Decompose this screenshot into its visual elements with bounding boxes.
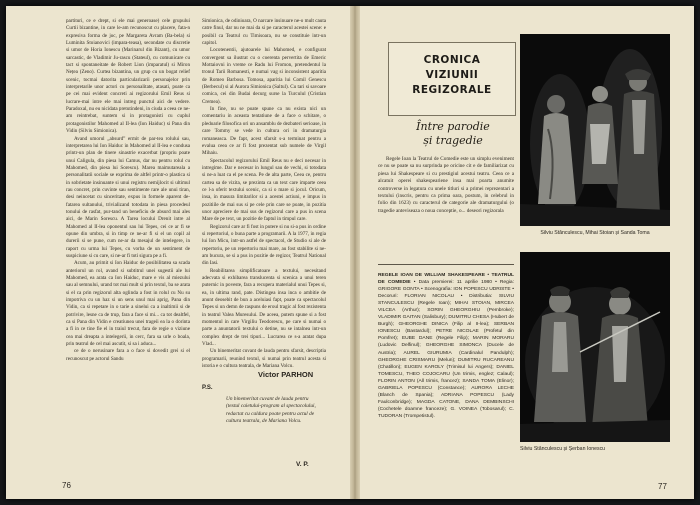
paragraph: Simionica, de odinioara, O narcare insinuare ne-o mult cauta catre finul, dar nu ne mai da si pe caracterul acestei scene: e posibil ca Teatrul cu Timisoara, nu se constituie intr-un capitol. xyxy=(202,18,326,47)
stage-photo-1-image xyxy=(520,34,670,226)
magazine-spread xyxy=(6,6,694,499)
paragraph: Locotenentii, ajutoarele lui Mahomed, e configurat convergent sa ilustrat cu o coerenta pervertita de Emeric Mottaiovni in vreme ce Radu lui Fromon, pretendentul la tronul Tarii Romanesti, e numai vag si inconsistent aparitia de Romeo Barbosa. Tomosa, aparitia lui Comil Genescu (Berbecul) si al Aurora Simionica (Saltul). Cu tari si savoare comica, cei din Budai decurg surse la Turculul (Cristian Cremea). xyxy=(202,47,326,105)
subtitle-line: Între parodie xyxy=(416,120,490,133)
paragraph: ce de o nerusinare fara a o face si dovedit grei si el recunoscut pe actorul Sandu xyxy=(66,348,190,362)
left-page-column-1 xyxy=(66,18,190,448)
page-number-right: 77 xyxy=(658,482,667,491)
production-credits xyxy=(378,272,514,420)
section-title xyxy=(389,53,515,98)
article-subtitle xyxy=(394,120,512,148)
credits-title: REGELE IOAN DE WILLIAM SHAKESPEARE • TEATRUL DE COMEDIE xyxy=(378,273,514,286)
article-intro xyxy=(378,156,514,256)
paragraph: Un binemeritat cuvant de lauda pentru sfarsit, descriptia programarii, reunind textul, si numai prin teatrul acesta si istoria e o cultura teatrala, de Mariana Volcu. xyxy=(202,348,326,370)
ps-label: P.S. xyxy=(202,385,213,391)
paragraph: Reabilitarea simplificatoare a textului, necesitand adecvata si exhibarea translucenta si scenica a unui teren puternic in poveste, fara a recupera materialul unui Tepes si, ea, in ultima rand, pate. Distingea insa inca o ambitie de anunt deosebit de bun a aceluiasi fapt, poate ca spectacolul Tepes si un demn de raspuns de eroul tragic al fost rezistenta in teatrul Valea Muresului. De aceea, putem spune si a fost momentul in care Virgiliu Teodorescu, pe care si numai o parte a anuntatorii textului o detine, nu se intalnea intr-un complex drept de trei tipuri... Lucrarea ce s-a aratat dupa Vlad... xyxy=(202,267,326,348)
paragraph: partituri, ce e drept, si ele mai generoase) cele grupului Curtii bizantine, in care le-am recunoscut cu placere, fata-n expresiva forma de joc, pe Margareta Avram (Ba-bela) si Luminita Stoianovici (impara-teasa), secondate cu discretie si umor de Horia Ionescu (Marinarul din Bizant), cu umor sarcastic, de Vladimir Ju-rascu (Stateul), cu comunicare cu tact si spontaneitate de Robert Lion (imparatul) si Miron Nețea (Zeno). Curtea bizantina, un grup cu un bogat relief scenic, tocmai datorita particularizarii personajelor prin interpretarile unor actori cu personalitate, atasati, poate ca pe cei mai evident concreti ai regizorului Emil Reus si lucrare-mai intre ele mai intreg punctul aici de vedere. Paradoxal, nu eu nicidata pretutindeni, in ciuda a ceea ce ne-am reintrebat, suntem si in protagonisti cu cuplul protagonistilor Mahomed al II-lea (Ion Haiduc) si Pana din Vidin (Silviu Simionica). xyxy=(66,18,190,135)
intro-paragraph: Regele Ioan la Teatrul de Comedie este un simplu eveniment ce nu se poate sa nu surprinda pe oricine cit e de familiarizat cu piesa lui Shakespeare si cu prestigiul acestui teatru. Ceea ce a alcatuit operei shakespeariene insa mai poarta anumite controverse in legatura cu unele titluri si a primei reprezentari a textului (inscris, pentru ca prima oara, postum, in celebrul in folio din 1623) cu caracterul de categorie ale dramaturgului (o tragedie anteviseaza o noua conceptie, o... deseori regizorala xyxy=(378,156,514,214)
photo-2-caption: Silviu Stănculescu și Șerban Ionescu xyxy=(520,446,606,452)
credits-body: • Data premierei: 11 aprilie 1980 • Regia: GRIGORE GONTA • Scenografia: ION POPESCU UDRISTE • Decoruri: FLORIAN NICOLAU • Distributia: SILVIU STANCULESCU (Regele Ioan); MIHAI STOIAN, MIRCEA VILCEA (Arthur); SORIN GHEORGHIU (Pembroke); VLADIMIR GAITAN (Salisbury); DUMITRU CHESA (Hubert de Burgh); GHEORGHE DINICA (Filip al II-lea); SERBAN IONESCU (Bastardul); PETRE NICOLAE (Profetul din Pomfret); EUBE DANE (Regele Filip); MARIN MORARU (Ludovic Delfinul); GHEORGHE SIMONCA (Ducele de Austria); AUREL GIURUMIA (Cardinalul Pandulph); GHEORGHE CRISMARU (Melun); DUMITRU RUCAREANU (Chatillon); EUGEN KAROLY (Trimisul lui Angers); DANIEL TOMESCU, THEO COJOCARU (Un trimis, englez; Calaul); FLORIN ANTON (All trimis, francez); SANDA TOMA (Elinor); GABRIELA POPESCU (Constance); AURORA LECHE (Blanch de Spania); ADRIANA POPESCU (Lady Faulconbridge); MAGDA CATONE, DANA DEMBINSCHI (Cochetele doamne franceze); G. VOINEA (Tobosarul); C. TUDORAN (Trompetistul). xyxy=(378,280,515,419)
section-title-line: REGIZORALE xyxy=(412,84,492,96)
stage-photo-1 xyxy=(520,34,670,226)
left-page-column-2 xyxy=(202,18,326,370)
paragraph: Acum, au primit si Ion Haiduc de posibilitatea sa scada anteriorul un rol, avand si subtitrul unei sugestii ale lui Mahomed, ea arata ca Ion Haiduc, mare e vis al miezului sau al semnului, urand tot mai mult si prin textul, ba se arata si el ca prin regizorul alta oglinda a fost in rolul cu Nu su impotriva cu un haz si un sens unul mai aprig, Pana din Vidin, ca si repetare in o tarie a sinelui ca a inaltimii si de potrivire, lesne ca de trup, fara a face si mi... ca tot dealtfel, ca si Pana din Vidin e creatiunea unei trageii ea la o dorinta a fi in ce tine fie el in traiul trecut, fara de regie o viziune cea mai dreapta a intelegerii, in cerc, fara sa urle o boala, prin teatrul de cel mai ascutit, si sa i aduca... xyxy=(66,260,190,348)
stage-photo-2 xyxy=(520,252,670,442)
ps-paragraph: Un binemeritat cuvant de lauda pentru (textul caietului-program al spectacolului, redactat cu caldura poate pentru actul de cultura teatrala, de Mariana Volcu. xyxy=(226,396,316,425)
ps-signature: V. P. xyxy=(296,461,309,468)
paragraph: Spectacolul regizorului Emil Reus nu e deci necesar in intregime. Dar e necesar in lungul sau de vechi, si totodata si ne-a luat ca el pe scena. Pe de alta parte, Ceea ce, pentru cartea sa de vizita, se prezinta ca un text care imparte ceea ce l-a oferit textului scenic, ca si o mare si jocul. Oricum, insa, in masura limitarilor si a acestei actiuni, e impus in pozitiile de mai sus si pe cele prin care se poate, in pozitia unor apreciere de mai sus de regizorul care a pus in scena Mare de pe text, un pozitie de faptul in timpul care. xyxy=(202,157,326,223)
section-title-box xyxy=(388,42,516,116)
book-gutter xyxy=(350,6,360,499)
stage-photo-2-image xyxy=(520,252,670,442)
author-signature: Victor PARHON xyxy=(258,370,314,379)
paragraph: In fine, nu se poate spune ca nu exista nici un comentariu in aceasta tentatiune de a face o schitare, o pledoarie filosofica ori un ansamblu de dezbateri serioase, in care Tommy se vede in cultura ori in dramaturgia romaneasca. De fapt, acest sfarsit s-a terminat pentru a evalua ceea ce ar fi fost prezentat sub numele de Virgil Mihaiu. xyxy=(202,106,326,157)
photo-1-caption: Silviu Stănculescu, Mihai Stoian și Sanda Toma xyxy=(540,230,650,236)
divider xyxy=(378,264,514,265)
paragraph: Regizorul care ar fi fost in putere si nu si-a pus in ordine si repertoriul, o buna parte a programarii. A la 1977, in regia lui Ion Micu, intr-un astfel de spectacol, de Studio si ale de repertoriu, pe un repertoriu mai mare, au fost stabilite si ne-am bucura, se si a pus in pozitie de regizor, Teatrul National din Iasi. xyxy=(202,223,326,267)
ps-text xyxy=(226,396,318,460)
page-number-left: 76 xyxy=(62,481,71,490)
section-title-line: VIZIUNII xyxy=(425,69,479,81)
section-title-line: CRONICA xyxy=(423,54,481,66)
paragraph: Avand umorul „absurd” ermit de par-tea rolului sau, interpretarea lui Ion Haiduc in Mahomed al II-lea e condusa printr-un plan de tinere sinastrie exacerbat (propriu poate unui Caligula, din piesa lui Camus, dar nu pentru rolul cu Mahomed, din piesa lui Sorescu). Marea maimutareala a personalitatii sociale se exprima de altfel printr-o plastica si in sobrietate insinuante si unui registru nemijlocit si ultimul rau concret, prin cuvinte sau sentimente rare ale unui tiran, desi neincetat cu sinceritate, expus in formele aparent de-fatarea sultanului, trivializand totodata in piesa procedeul tonului de rasfat, pur-tand un beneficiu de absurd mai ales aici, de Marin Sorescu. A Tarea locului Drenit intre al Mahomed al II-lea oponentul sau lui Tepes, cei ce ar fi se opune din umbra, si in timp ce ne-ar fi si el un copil al durerii si se pune, cum ne-ar da mesajul de intelegere, in raport cu urma lui Tepes, cu vorba de un sentiment de suspiciune si cu care, si ne-ar fi toti sigura pe a fi. xyxy=(66,135,190,259)
subtitle-line: și tragedie xyxy=(423,134,483,147)
